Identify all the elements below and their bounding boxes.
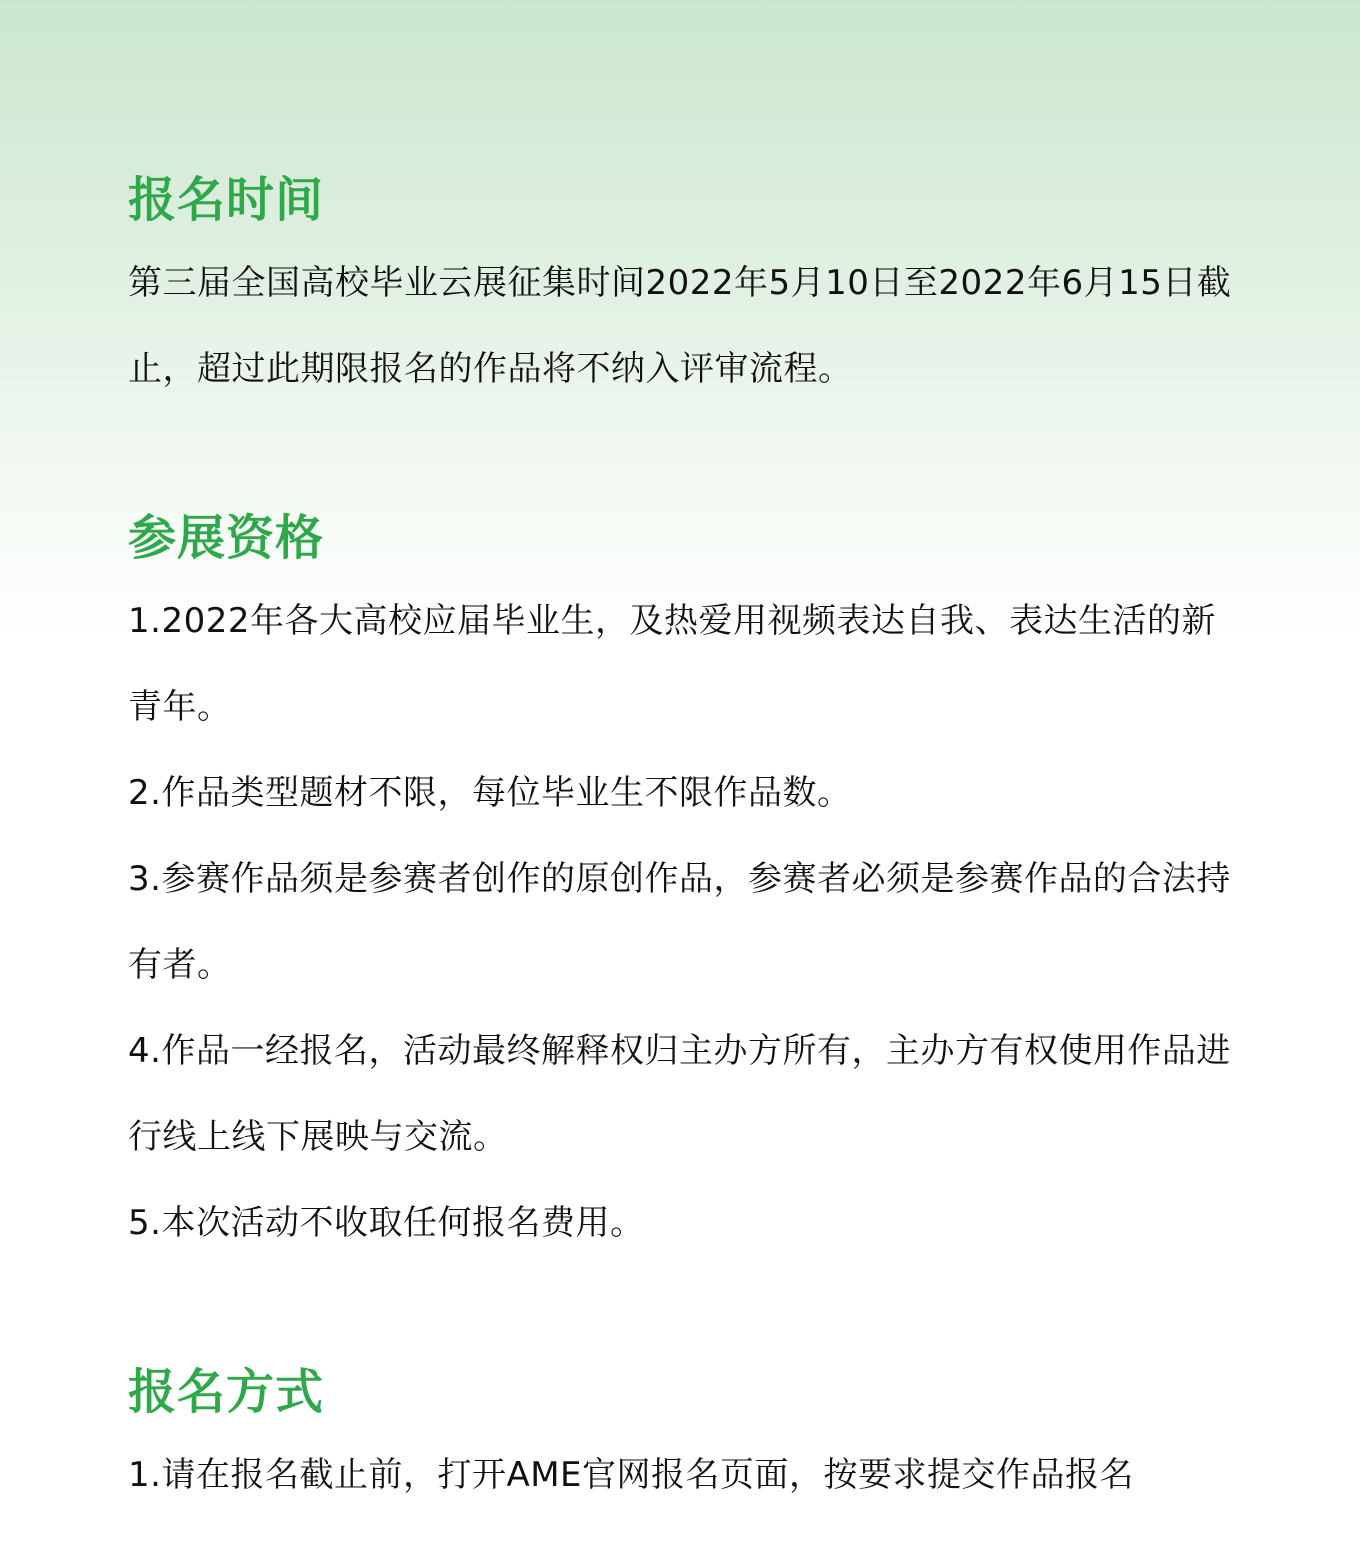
paragraph: 第三届全国高校毕业云展征集时间2022年5月10日至2022年6月15日截止，超过此期限报名的作品将不纳入评审流程。	[128, 263, 1232, 389]
paragraph: 4.作品一经报名，活动最终解释权归主办方所有，主办方有权使用作品进行线上线下展映与交流。	[128, 1031, 1231, 1157]
section-title: 报名方式	[128, 1364, 325, 1420]
section-registration-time	[128, 160, 1238, 412]
paragraph: 2.作品类型题材不限，每位毕业生不限作品数。	[128, 773, 852, 813]
paragraph: 3.参赛作品须是参赛者创作的原创作品，参赛者必须是参赛作品的合法持有者。	[128, 859, 1231, 985]
content	[128, 160, 1238, 1518]
paragraph: 1.请在报名截止前，打开AME官网报名页面，按要求提交作品报名	[128, 1455, 1135, 1495]
paragraph: 5.本次活动不收取任何报名费用。	[128, 1203, 645, 1243]
section-registration-method	[128, 1352, 1238, 1518]
paragraph: 1.2022年各大高校应届毕业生，及热爱用视频表达自我、表达生活的新青年。	[128, 601, 1216, 727]
section-eligibility	[128, 498, 1238, 1266]
section-title: 参展资格	[128, 510, 325, 566]
section-title: 报名时间	[128, 172, 325, 228]
